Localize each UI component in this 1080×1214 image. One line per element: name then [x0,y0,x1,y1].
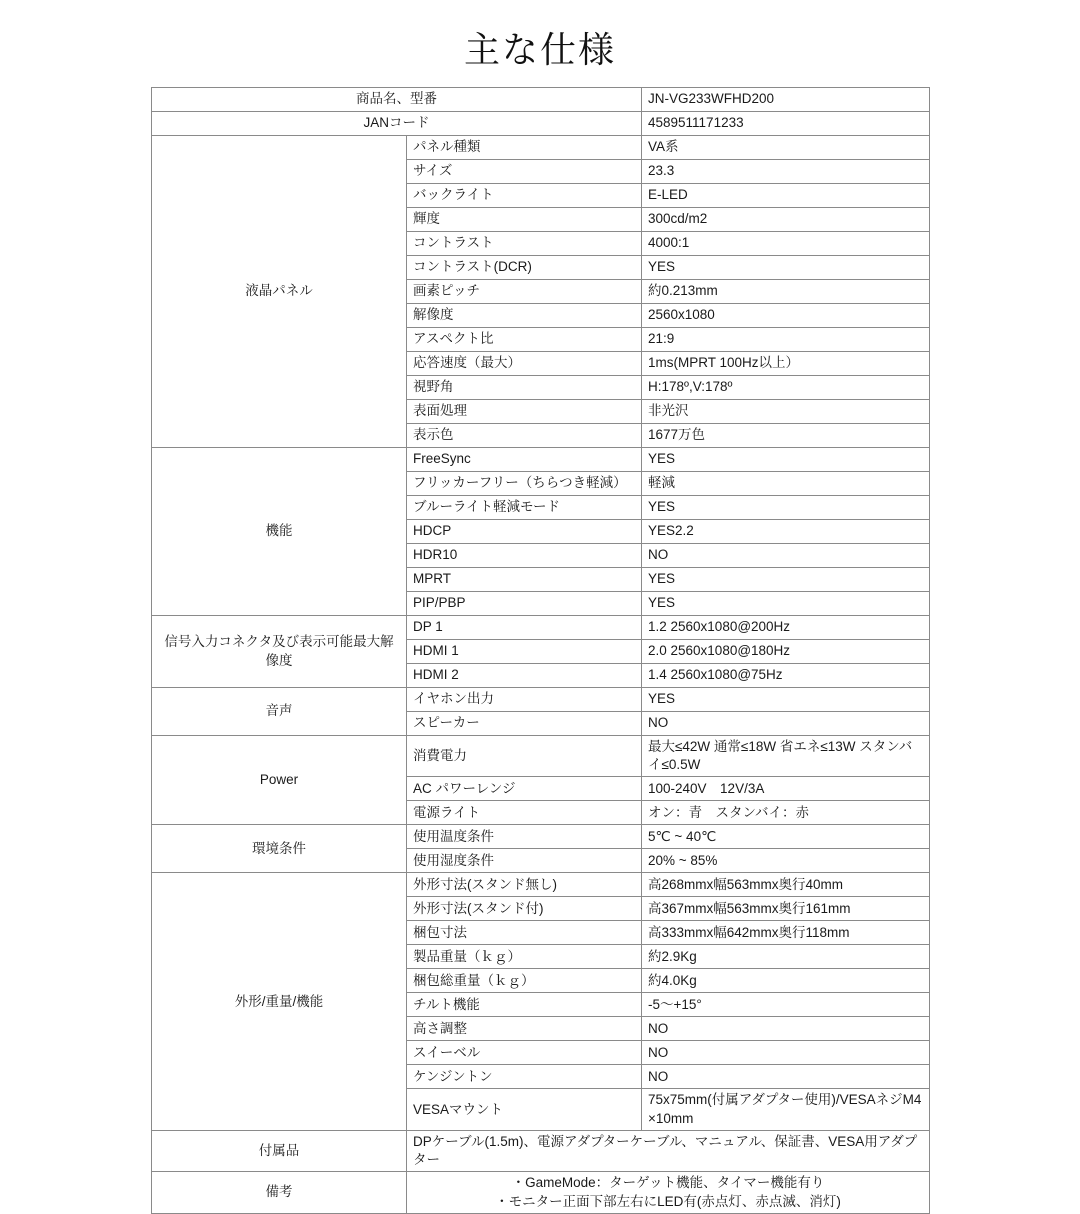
spec-value: 1.2 2560x1080@200Hz [642,616,930,640]
table-row [152,448,930,472]
spec-label: 使用湿度条件 [407,849,642,873]
spec-sheet-page [0,22,1080,1209]
spec-value: 約2.9Kg [642,945,930,969]
spec-value: 1677万色 [642,424,930,448]
spec-label: バックライト [407,184,642,208]
jan-code-value: 4589511171233 [642,112,930,136]
notes-line-2: ・モニター正面下部左右にLED有(赤点灯、赤点滅、消灯) [495,1193,841,1209]
specifications-table [151,87,930,1214]
spec-value: 約4.0Kg [642,969,930,993]
spec-value: 100-240V 12V/3A [642,777,930,801]
spec-value: VA系 [642,136,930,160]
table-row [152,136,930,160]
spec-value: H:178º,V:178º [642,376,930,400]
category-environment: 環境条件 [152,825,407,873]
table-row [152,1130,930,1171]
spec-value: 2.0 2560x1080@180Hz [642,640,930,664]
jan-code-label: JANコード [152,112,642,136]
table-row [152,1172,930,1213]
spec-label: コントラスト [407,232,642,256]
category-accessories: 付属品 [152,1130,407,1171]
spec-value: 4000:1 [642,232,930,256]
spec-label: 表示色 [407,424,642,448]
spec-value: YES [642,592,930,616]
spec-value: -5～+15° [642,993,930,1017]
page-title: 主な仕様 [463,29,616,70]
spec-label: 外形寸法(スタンド無し) [407,873,642,897]
category-inputs: 信号入力コネクタ及び表示可能最大解像度 [152,616,407,688]
spec-value: YES [642,568,930,592]
spec-label: フリッカーフリー（ちらつき軽減） [407,472,642,496]
category-dimensions: 外形/重量/機能 [152,873,407,1130]
spec-label: 外形寸法(スタンド付) [407,897,642,921]
spec-value: YES [642,256,930,280]
spec-label: 応答速度（最大） [407,352,642,376]
spec-value: NO [642,1041,930,1065]
category-audio: 音声 [152,688,407,736]
spec-label: 使用温度条件 [407,825,642,849]
table-row [152,88,930,112]
spec-value: 最大≤42W 通常≤18W 省エネ≤13W スタンバイ≤0.5W [642,736,930,777]
spec-label: ケンジントン [407,1065,642,1089]
spec-value: 1.4 2560x1080@75Hz [642,664,930,688]
product-name-value: JN-VG233WFHD200 [642,88,930,112]
spec-label: 消費電力 [407,736,642,777]
spec-value: 21:9 [642,328,930,352]
spec-label: 電源ライト [407,801,642,825]
spec-label: アスペクト比 [407,328,642,352]
spec-label: HDMI 1 [407,640,642,664]
spec-label: 梱包寸法 [407,921,642,945]
spec-label: ブルーライト軽減モード [407,496,642,520]
accessories-value: DPケーブル(1.5m)、電源アダプターケーブル、マニュアル、保証書、VESA用アダプター [407,1130,930,1171]
spec-value: 高333mmx幅642mmx奥行118mm [642,921,930,945]
table-row [152,616,930,640]
spec-value: 約0.213mm [642,280,930,304]
spec-label: PIP/PBP [407,592,642,616]
spec-label: HDMI 2 [407,664,642,688]
spec-label: VESAマウント [407,1089,642,1130]
spec-label: チルト機能 [407,993,642,1017]
spec-label: FreeSync [407,448,642,472]
table-row [152,873,930,897]
category-notes: 備考 [152,1172,407,1213]
spec-label: パネル種類 [407,136,642,160]
spec-value: YES2.2 [642,520,930,544]
spec-label: イヤホン出力 [407,688,642,712]
product-name-label: 商品名、型番 [152,88,642,112]
category-panel: 液晶パネル [152,136,407,448]
spec-value: 20% ~ 85% [642,849,930,873]
spec-value: YES [642,448,930,472]
spec-value: オン：青 スタンバイ：赤 [642,801,930,825]
table-row [152,112,930,136]
spec-label: 視野角 [407,376,642,400]
spec-value: 1ms(MPRT 100Hz以上） [642,352,930,376]
spec-value: NO [642,1065,930,1089]
spec-value: 軽減 [642,472,930,496]
notes-value [407,1172,930,1213]
spec-label: 解像度 [407,304,642,328]
notes-line-1: ・GameMode：ターゲット機能、タイマー機能有り [511,1175,825,1191]
table-row [152,736,930,777]
spec-table-container [151,87,929,1214]
spec-value: NO [642,1017,930,1041]
spec-value: 高367mmx幅563mmx奥行161mm [642,897,930,921]
spec-value: 非光沢 [642,400,930,424]
spec-label: 表面処理 [407,400,642,424]
spec-value: 23.3 [642,160,930,184]
spec-label: MPRT [407,568,642,592]
spec-label: スイーベル [407,1041,642,1065]
spec-label: 輝度 [407,208,642,232]
spec-value: 5℃ ~ 40℃ [642,825,930,849]
spec-label: AC パワーレンジ [407,777,642,801]
spec-value: YES [642,688,930,712]
spec-label: 製品重量（ｋｇ） [407,945,642,969]
spec-value: NO [642,712,930,736]
spec-label: コントラスト(DCR) [407,256,642,280]
spec-label: サイズ [407,160,642,184]
spec-value: E-LED [642,184,930,208]
spec-label: 画素ピッチ [407,280,642,304]
spec-label: HDR10 [407,544,642,568]
spec-value: 高268mmx幅563mmx奥行40mm [642,873,930,897]
spec-value: NO [642,544,930,568]
table-row [152,825,930,849]
spec-label: スピーカー [407,712,642,736]
table-row [152,688,930,712]
spec-value: 2560x1080 [642,304,930,328]
category-power: Power [152,736,407,825]
spec-value: 75x75mm(付属アダプター使用)/VESAネジM4×10mm [642,1089,930,1130]
spec-label: DP 1 [407,616,642,640]
spec-label: 高さ調整 [407,1017,642,1041]
spec-value: 300cd/m2 [642,208,930,232]
spec-value: YES [642,496,930,520]
category-features: 機能 [152,448,407,616]
spec-label: 梱包総重量（ｋｇ） [407,969,642,993]
spec-label: HDCP [407,520,642,544]
